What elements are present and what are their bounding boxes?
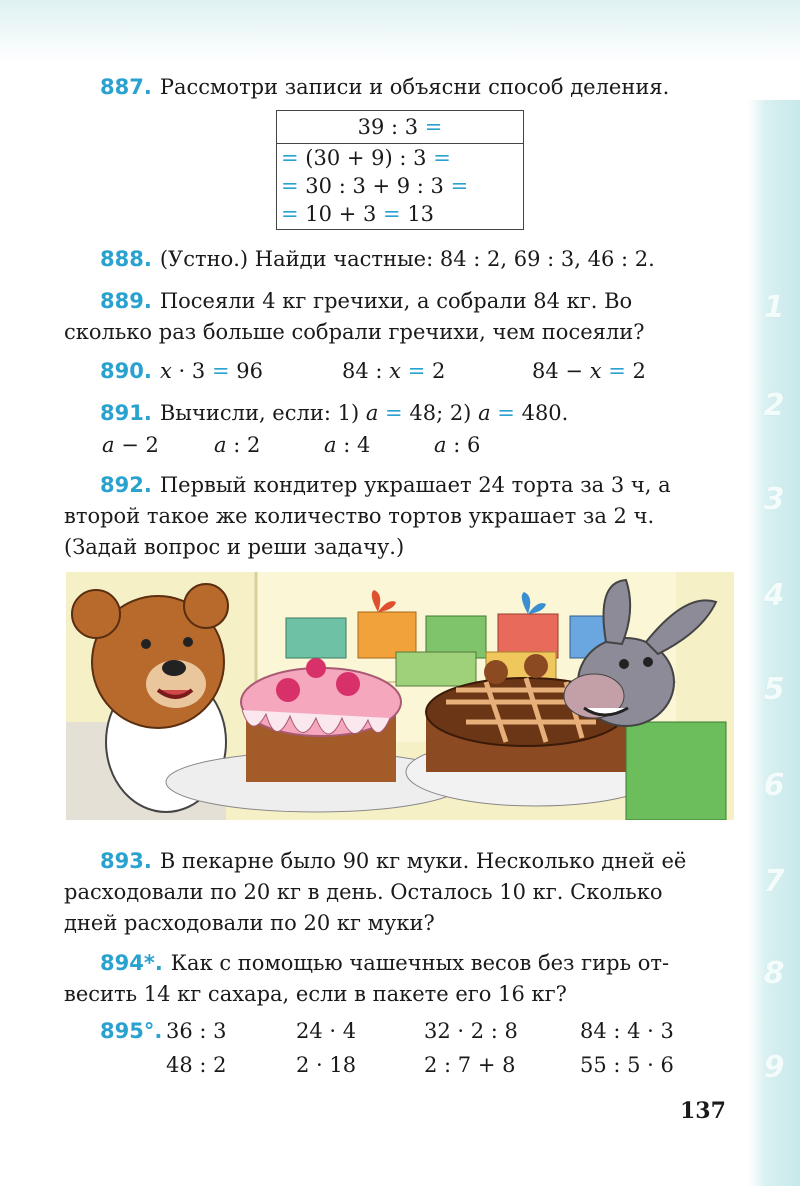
variable: x — [389, 359, 402, 383]
exercise-line: второй такое же количество тортов украшает за 2 ч. — [64, 504, 655, 528]
expression: 48 : 2 — [166, 1053, 227, 1077]
equation-1: x · 3 = 96 — [160, 359, 263, 383]
variable: x — [160, 359, 172, 383]
equation-3: 84 − x = 2 — [532, 359, 646, 383]
exercise-number: 887. — [100, 75, 152, 99]
exercise-number: 890. — [100, 359, 152, 383]
exercise-893 — [64, 846, 734, 939]
exercise-line: Посеяли 4 кг гречихи, а собрали 84 кг. Во — [159, 289, 633, 313]
value: 48; 2) — [409, 401, 472, 425]
expression: 2 · 18 — [296, 1053, 357, 1077]
expression — [324, 430, 370, 460]
exercise-line: Как с помощью чашечных весов без гирь от- — [170, 951, 670, 975]
operation: : 6 — [453, 433, 481, 457]
equation-part: 84 − — [532, 359, 583, 383]
variable: x — [589, 359, 602, 383]
exercise-line: сколько раз больше собрали гречихи, чем посеяли? — [64, 320, 645, 344]
expression: 55 : 5 · 6 — [580, 1053, 674, 1077]
box-line-text: (30 + 9) : 3 — [305, 146, 427, 170]
exercise-895 — [100, 1016, 170, 1046]
exercise-line: В пекарне было 90 кг муки. Несколько дней её — [159, 849, 687, 873]
box-line: = 10 + 3 = 13 — [281, 202, 435, 226]
exercise-line: расходовали по 20 кг в день. Осталось 10 кг. Сколько — [64, 880, 663, 904]
exercise-number: 891. — [100, 401, 152, 425]
exercise-number: 894*. — [100, 951, 163, 975]
exercise-line: весить 14 кг сахара, если в пакете его 16 кг? — [64, 982, 567, 1006]
box-line: = (30 + 9) : 3 = — [281, 146, 451, 170]
equation-part: 2 — [632, 359, 646, 383]
side-tab-2: 2 — [763, 388, 785, 423]
bakery-illustration — [66, 572, 734, 820]
exercise-text: (Устно.) Найди частные: 84 : 2, 69 : 3, 46 : 2. — [159, 247, 655, 271]
operation: : 2 — [233, 433, 261, 457]
variable: a — [102, 433, 115, 457]
side-tab-7: 7 — [763, 864, 785, 899]
equation-part: · 3 — [178, 359, 206, 383]
equation-2: 84 : x = 2 — [342, 359, 446, 383]
expression: 84 : 4 · 3 — [580, 1019, 674, 1043]
expression — [102, 430, 159, 460]
side-tab-5: 5 — [763, 672, 785, 707]
exercise-number: 893. — [100, 849, 152, 873]
box-line-text: 30 : 3 + 9 : 3 — [305, 174, 444, 198]
side-tab-4: 4 — [763, 578, 785, 613]
exercise-889 — [64, 286, 734, 348]
division-example-box — [276, 110, 524, 230]
variable: a — [478, 401, 491, 425]
exercise-891: 891. Вычисли, если: 1) a = 48; 2) a = 480. — [100, 401, 569, 425]
box-header: 39 : 3 = — [277, 111, 523, 144]
exercise-line: Первый кондитер украшает 24 торта за 3 ч, а — [159, 473, 671, 497]
exercise-text: Рассмотри записи и объясни способ деления. — [159, 75, 670, 99]
value: 480. — [521, 401, 569, 425]
exercise-892 — [64, 470, 734, 563]
exercise-text: Вычисли, если: 1) — [159, 401, 360, 425]
side-tab-9: 9 — [763, 1050, 785, 1085]
exercise-894 — [64, 948, 734, 1010]
box-line: = 30 : 3 + 9 : 3 = — [281, 174, 469, 198]
variable: a — [214, 433, 227, 457]
page-number: 137 — [680, 1098, 726, 1124]
expression: 36 : 3 — [166, 1019, 227, 1043]
variable: a — [324, 433, 337, 457]
expression: 2 : 7 + 8 — [424, 1053, 516, 1077]
variable: a — [434, 433, 447, 457]
side-tab-6: 6 — [763, 768, 785, 803]
exercise-line: (Задай вопрос и реши задачу.) — [64, 535, 405, 559]
equation-part: 96 — [236, 359, 263, 383]
exercise-887 — [100, 72, 772, 103]
side-tab-3: 3 — [763, 482, 785, 517]
exercise-number: 888. — [100, 247, 152, 271]
expression: 32 · 2 : 8 — [424, 1019, 518, 1043]
equation-part: 2 — [432, 359, 446, 383]
box-head-expr: 39 : 3 — [357, 115, 419, 139]
exercise-890 — [100, 356, 160, 386]
expression — [434, 430, 480, 460]
equation-part: 84 : — [342, 359, 383, 383]
side-tab-8: 8 — [763, 956, 785, 991]
expression — [214, 430, 260, 460]
box-line-result: 13 — [407, 202, 435, 226]
exercise-number: 892. — [100, 473, 152, 497]
exercise-line: дней расходовали по 20 кг муки? — [64, 911, 435, 935]
operation: − 2 — [121, 433, 159, 457]
top-band — [0, 0, 800, 62]
expression: 24 · 4 — [296, 1019, 357, 1043]
operation: : 4 — [343, 433, 371, 457]
box-line-text: 10 + 3 — [305, 202, 377, 226]
exercise-number: 895°. — [100, 1019, 163, 1043]
side-tab-1: 1 — [763, 290, 785, 325]
exercise-number: 889. — [100, 289, 152, 313]
variable: a — [365, 401, 379, 425]
exercise-888 — [100, 244, 772, 275]
